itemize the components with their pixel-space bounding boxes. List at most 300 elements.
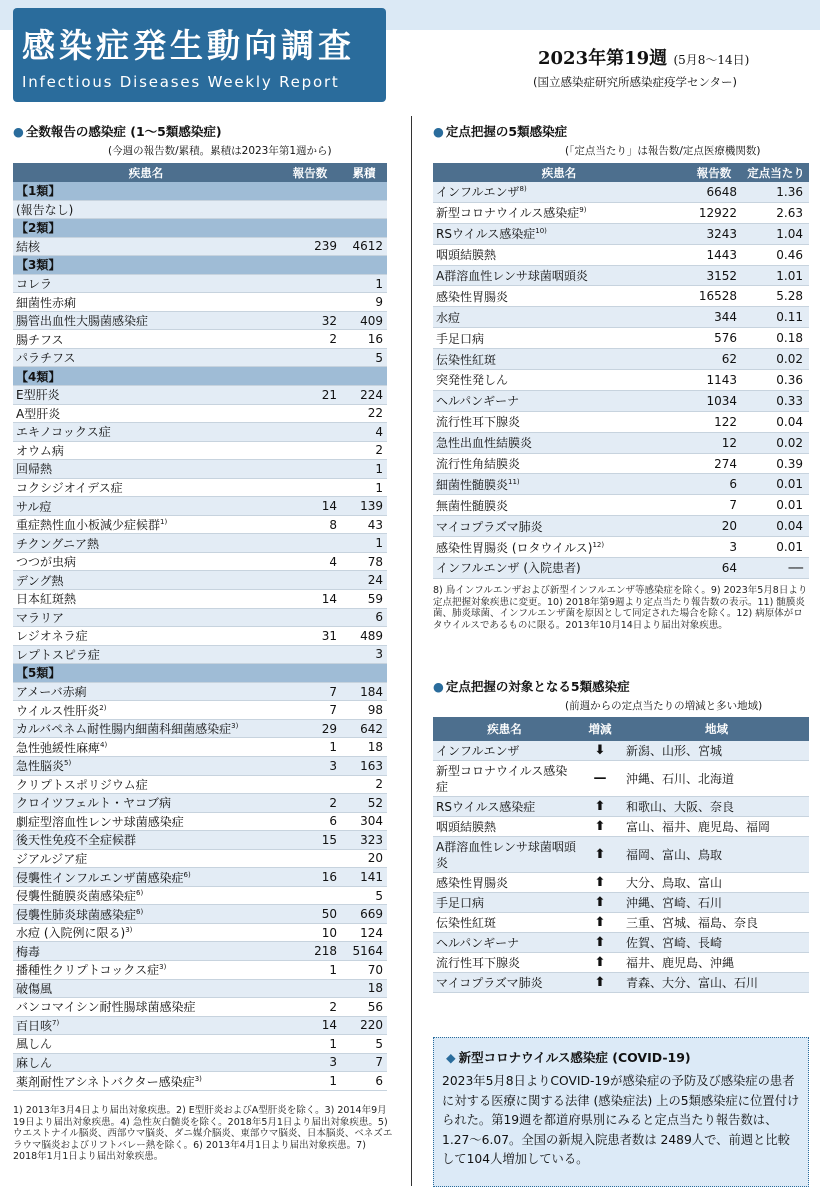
disease-name <box>433 497 679 514</box>
footnote-ref: 3) <box>194 1074 202 1083</box>
cumulative-count: 139 <box>360 499 383 514</box>
report-count: 7 <box>329 684 337 699</box>
disease-name <box>13 572 275 589</box>
disease-name: 伝染性紅斑 <box>436 915 497 930</box>
disease-label: 細菌性髄膜炎 <box>436 477 509 492</box>
disease-name: 流行性耳下腺炎 <box>436 955 521 970</box>
footnote-ref: 2) <box>99 703 107 712</box>
disease-name <box>13 238 275 255</box>
cumulative-count: 20 <box>367 851 383 866</box>
disease-label: 日本紅斑熱 <box>16 592 77 607</box>
footnote-ref: 12) <box>592 540 605 549</box>
per-sentinel: 0.39 <box>776 456 803 471</box>
cumulative-count: 18 <box>367 981 383 996</box>
disease-name <box>433 267 679 284</box>
cumulative-count: 7 <box>375 1055 383 1070</box>
col-disease: 疾患名 <box>487 722 522 736</box>
region-list: 福岡、富山、鳥取 <box>626 848 723 862</box>
cumulative-count: 9 <box>375 295 383 310</box>
table-row <box>433 741 809 761</box>
report-count: 31 <box>321 628 337 643</box>
report-count: 3 <box>729 540 737 555</box>
disease-name <box>13 479 275 496</box>
per-sentinel: 0.01 <box>776 498 803 513</box>
report-title: 感染症発生動向調査 <box>22 26 355 65</box>
disease-name <box>13 1073 275 1090</box>
cumulative-count: 52 <box>367 795 383 810</box>
disease-label: デング熱 <box>16 573 64 588</box>
disease-name <box>433 330 679 347</box>
cumulative-count: 5 <box>375 1036 383 1051</box>
cumulative-count: 43 <box>367 517 383 532</box>
col-cumulative: 累積 <box>352 165 376 180</box>
cumulative-count: 224 <box>360 387 383 402</box>
cumulative-count: 16 <box>367 332 383 347</box>
disease-name <box>433 246 679 263</box>
disease-label: マイコプラズマ肺炎 <box>436 519 543 534</box>
disease-name <box>13 646 275 663</box>
region-list: 青森、大分、富山、石川 <box>626 976 759 990</box>
full-report-table <box>13 163 387 1091</box>
table-row <box>13 349 387 368</box>
disease-name <box>13 201 275 218</box>
col-per-sentinel: 定点当たり <box>747 165 805 180</box>
table-row <box>433 433 809 454</box>
table-row <box>433 893 809 913</box>
table-row <box>13 238 387 257</box>
disease-name <box>13 683 275 700</box>
category-row <box>13 182 387 201</box>
cumulative-count: 669 <box>360 907 383 922</box>
table-row <box>13 776 387 795</box>
disease-name <box>13 887 275 904</box>
per-sentinel: 0.18 <box>776 331 803 346</box>
disease-name <box>13 609 275 626</box>
report-count: 3 <box>329 758 337 773</box>
footnote-ref: 3) <box>125 926 133 935</box>
report-count: 10 <box>321 925 337 940</box>
disease-name <box>13 423 275 440</box>
table-row <box>13 423 387 442</box>
table-row <box>13 479 387 498</box>
cumulative-count: 642 <box>360 721 383 736</box>
table-row <box>13 924 387 943</box>
disease-name <box>433 434 679 451</box>
disease-name <box>13 256 387 273</box>
table-row <box>13 571 387 590</box>
report-count: 6 <box>329 814 337 829</box>
arrow-up-icon: ⬆ <box>594 915 606 930</box>
disease-label: 無菌性髄膜炎 <box>436 498 509 513</box>
disease-label: アメーバ赤痢 <box>16 685 87 700</box>
report-count: 122 <box>714 414 737 429</box>
report-count: 6648 <box>706 184 737 199</box>
table-row <box>13 905 387 924</box>
report-count: 239 <box>314 239 337 254</box>
per-sentinel: 1.01 <box>776 268 803 283</box>
report-count: 50 <box>321 907 337 922</box>
disease-name <box>433 455 679 472</box>
per-sentinel: ── <box>788 560 803 575</box>
report-count: 576 <box>714 331 737 346</box>
table-row <box>433 412 809 433</box>
table-row <box>13 1035 387 1054</box>
cumulative-count: 56 <box>367 999 383 1014</box>
report-count: 2 <box>329 999 337 1014</box>
per-sentinel: 0.01 <box>776 540 803 555</box>
disease-label: 薬剤耐性アシネトバクター感染症 <box>16 1074 195 1089</box>
disease-name <box>13 757 275 774</box>
table-row <box>13 609 387 628</box>
report-count: 20 <box>721 519 737 534</box>
cumulative-count: 184 <box>360 684 383 699</box>
report-count: 62 <box>721 352 737 367</box>
disease-label: ジアルジア症 <box>16 851 88 866</box>
covid-text: 2023年5月8日よりCOVID-19が感染症の予防及び感染症の患者に対する医療に関する法律 (感染症法) 上の5類感染症に位置付けられた。第19週を都道府県別にみると定点当たり報告数は、1.27～6.07。全国の新規入院患者数は 2489人で、前週と比較して104人増加している。 <box>442 1074 800 1166</box>
disease-name: RSウイルス感染症 <box>436 799 536 814</box>
report-count: 64 <box>721 560 737 575</box>
footnote-ref: 3) <box>231 722 239 731</box>
disease-label: 伝染性紅斑 <box>436 352 497 367</box>
table-row <box>433 913 809 933</box>
table-row <box>433 328 809 349</box>
report-count: 32 <box>321 313 337 328</box>
table-row <box>433 933 809 953</box>
disease-label: エキノコックス症 <box>16 425 111 440</box>
disease-name: ヘルパンギーナ <box>436 935 520 950</box>
report-count: 7 <box>729 498 737 513</box>
disease-label: 侵襲性髄膜炎菌感染症 <box>16 889 137 904</box>
arrow-up-icon: ⬆ <box>594 895 606 910</box>
category-row <box>13 219 387 238</box>
disease-name <box>13 720 275 737</box>
disease-name: 手足口病 <box>436 895 485 910</box>
disease-name <box>433 204 679 221</box>
left-section-heading: ● 全数報告の感染症 (1～5類感染症) <box>13 122 222 140</box>
table-row <box>13 275 387 294</box>
cumulative-count: 3 <box>375 647 383 662</box>
report-count: 1 <box>329 740 337 755</box>
cumulative-count: 163 <box>360 758 383 773</box>
dash-icon: — <box>593 771 607 786</box>
category-row <box>13 664 387 683</box>
right-footnote: 8) 鳥インフルエンザおよび新型インフルエンザ等感染症を除く。9) 2023年5月8日より定点把握対象疾患に変更。10) 2018年第9週より定点当たり報告数の表示。11) 髄膜炎菌、肺炎球菌、インフルエンザ菌を原因として同定された場合を除く。12) 病原体がロタウイルスであるものに限る。2013年10月14日より届出対象疾患。 <box>433 585 808 631</box>
disease-label: パラチフス <box>16 351 76 366</box>
table-row <box>13 330 387 349</box>
table-row <box>13 868 387 887</box>
table-row <box>13 405 387 424</box>
report-count: 15 <box>321 832 337 847</box>
disease-label: ウイルス性肝炎 <box>16 703 100 718</box>
trend-section-note: (前週からの定点当たりの増減と多い地域) <box>565 700 763 712</box>
disease-name <box>13 535 275 552</box>
table-row <box>433 837 809 873</box>
week-label <box>538 44 749 70</box>
disease-label: バンコマイシン耐性腸球菌感染症 <box>16 1000 196 1015</box>
disease-name <box>13 980 275 997</box>
disease-label: (報告なし) <box>16 202 74 217</box>
right-section-heading: ● 定点把握の5類感染症 <box>433 122 567 140</box>
table-header <box>433 717 809 741</box>
report-count: 16528 <box>698 289 737 304</box>
footnote-ref: 4) <box>100 740 108 749</box>
table-row <box>13 516 387 535</box>
disease-label: 咽頭結膜熱 <box>436 248 497 263</box>
disease-name <box>433 225 679 242</box>
per-sentinel: 0.33 <box>776 393 803 408</box>
per-sentinel: 0.11 <box>776 310 803 325</box>
disease-label: A群溶血性レンサ球菌咽頭炎 <box>436 269 588 283</box>
region-list: 大分、鳥取、富山 <box>626 876 723 890</box>
table-row <box>13 646 387 665</box>
report-count: 7 <box>329 703 337 718</box>
disease-name: 新型コロナウイルス感染症 <box>436 763 568 794</box>
sentinel-table <box>433 163 809 579</box>
footnote-ref: 3) <box>159 963 167 972</box>
disease-name: 感染性胃腸炎 <box>436 875 509 890</box>
disease-label: 破傷風 <box>16 981 53 996</box>
cumulative-count: 220 <box>360 1018 383 1033</box>
report-count: 14 <box>321 591 337 606</box>
disease-name <box>13 1054 275 1071</box>
report-count: 1034 <box>706 393 737 408</box>
table-row <box>13 831 387 850</box>
disease-name: インフルエンザ <box>436 743 520 758</box>
disease-label: チクングニア熱 <box>16 536 100 551</box>
footnote-ref: 1) <box>160 518 168 527</box>
disease-label: 【1類】 <box>16 184 61 199</box>
col-disease: 疾患名 <box>541 165 577 180</box>
table-row <box>433 203 809 224</box>
table-row <box>13 961 387 980</box>
disease-label: 麻しん <box>16 1055 53 1070</box>
table-row <box>13 998 387 1017</box>
region-list: 沖縄、宮崎、石川 <box>626 896 723 910</box>
disease-label: RSウイルス感染症 <box>436 227 536 242</box>
arrow-up-icon: ⬆ <box>594 875 606 890</box>
table-row <box>13 386 387 405</box>
disease-name <box>433 309 679 326</box>
report-count: 12922 <box>698 205 737 220</box>
disease-name <box>433 413 679 430</box>
week-range: (5月8～14日) <box>673 53 750 67</box>
week-number: 2023年第19週 <box>538 48 668 69</box>
disease-label: 風しん <box>16 1037 53 1052</box>
cumulative-count: 5 <box>375 888 383 903</box>
table-row <box>433 516 809 537</box>
table-row <box>13 553 387 572</box>
footnote-ref: 9) <box>579 206 587 215</box>
table-row <box>13 720 387 739</box>
col-count: 報告数 <box>292 165 328 180</box>
region-list: 三重、宮城、福島、奈良 <box>626 916 759 930</box>
disease-name <box>13 998 275 1015</box>
table-row <box>13 794 387 813</box>
disease-label: 【2類】 <box>16 221 61 236</box>
disease-name <box>13 553 275 570</box>
disease-name <box>433 351 679 368</box>
cumulative-count: 1 <box>375 461 383 476</box>
table-row <box>433 537 809 558</box>
cumulative-count: 4 <box>375 424 383 439</box>
table-row <box>13 1017 387 1036</box>
per-sentinel: 0.02 <box>776 352 803 367</box>
report-count: 1143 <box>706 372 737 387</box>
disease-name: A群溶血性レンサ球菌咽頭炎 <box>436 839 576 870</box>
disease-label: 【3類】 <box>16 258 61 273</box>
table-row <box>433 474 809 495</box>
cumulative-count: 1 <box>375 536 383 551</box>
disease-name <box>13 627 275 644</box>
disease-label: 重症熱性血小板減少症候群 <box>16 518 161 533</box>
col-count: 報告数 <box>696 165 732 180</box>
disease-label: E型肝炎 <box>16 388 60 403</box>
footnote-ref: 6) <box>136 889 144 898</box>
disease-name <box>13 219 387 236</box>
cumulative-count: 2 <box>375 443 383 458</box>
table-row <box>433 245 809 266</box>
arrow-up-icon: ⬆ <box>594 955 606 970</box>
disease-label: 流行性角結膜炎 <box>436 457 521 472</box>
disease-name <box>13 794 275 811</box>
cumulative-count: 323 <box>360 832 383 847</box>
table-row <box>13 534 387 553</box>
arrow-up-icon: ⬆ <box>594 935 606 950</box>
table-row <box>13 887 387 906</box>
disease-name <box>13 331 275 348</box>
right-section-note: (「定点当たり」は報告数/定点医療機関数) <box>565 145 761 157</box>
disease-label: ヘルパンギーナ <box>436 394 520 409</box>
disease-label: 水痘 <box>436 310 461 325</box>
disease-name <box>13 924 275 941</box>
footnote-ref: 6) <box>183 870 191 879</box>
table-row <box>433 973 809 993</box>
table-row <box>13 757 387 776</box>
table-row <box>13 980 387 999</box>
report-count: 2 <box>329 332 337 347</box>
disease-name <box>13 516 275 533</box>
disease-name <box>13 460 275 477</box>
footnote-ref: 6) <box>136 907 144 916</box>
disease-name <box>13 1017 275 1034</box>
cumulative-count: 4612 <box>352 239 383 254</box>
cumulative-count: 6 <box>375 610 383 625</box>
disease-label: 突発性発しん <box>436 373 509 388</box>
report-count: 12 <box>721 435 737 450</box>
cumulative-count: 70 <box>367 962 383 977</box>
organization: (国立感染症研究所感染症疫学センター) <box>533 75 738 89</box>
disease-name: マイコプラズマ肺炎 <box>436 975 543 990</box>
disease-name <box>13 961 275 978</box>
table-row <box>13 813 387 832</box>
table-row <box>13 1072 387 1091</box>
report-subtitle: Infectious Diseases Weekly Report <box>22 73 340 91</box>
cumulative-count: 22 <box>367 406 383 421</box>
table-row <box>433 370 809 391</box>
per-sentinel: 2.63 <box>776 205 803 220</box>
disease-label: 回帰熱 <box>16 462 53 477</box>
cumulative-count: 18 <box>367 740 383 755</box>
footnote-ref: 10) <box>535 227 547 236</box>
disease-name <box>13 386 275 403</box>
disease-label: 後天性免疫不全症候群 <box>16 833 137 848</box>
table-row <box>433 307 809 328</box>
cumulative-count: 141 <box>360 870 383 884</box>
disease-name <box>13 275 275 292</box>
report-count: 1 <box>329 1074 337 1089</box>
cumulative-count: 2 <box>375 777 383 792</box>
table-row <box>433 286 809 307</box>
disease-name <box>433 371 679 388</box>
report-count: 1 <box>329 962 337 977</box>
table-row <box>433 558 809 579</box>
disease-label: クリプトスポリジウム症 <box>16 777 148 792</box>
disease-name <box>13 368 387 385</box>
table-row <box>433 761 809 797</box>
per-sentinel: 1.04 <box>776 226 803 241</box>
col-region: 地域 <box>705 722 728 736</box>
table-row <box>13 590 387 609</box>
footnote-ref: 11) <box>508 477 520 486</box>
region-list: 和歌山、大阪、奈良 <box>626 800 735 814</box>
per-sentinel: 0.04 <box>776 519 803 534</box>
arrow-up-icon: ⬆ <box>594 819 606 834</box>
table-row <box>433 349 809 370</box>
disease-label: 急性出血性結膜炎 <box>436 436 533 451</box>
disease-label: インフルエンザ (入院患者) <box>436 561 581 576</box>
disease-label: レプトスピラ症 <box>16 647 100 662</box>
trend-section-heading: ● 定点把握の対象となる5類感染症 <box>433 677 630 695</box>
report-count: 1443 <box>706 247 737 262</box>
report-count: 8 <box>329 517 337 532</box>
trend-table <box>433 717 809 993</box>
report-count: 6 <box>729 477 737 492</box>
disease-label: 侵襲性肺炎球菌感染症 <box>16 907 137 922</box>
disease-name <box>13 702 275 719</box>
table-row <box>13 312 387 331</box>
disease-label: A型肝炎 <box>16 406 61 421</box>
disease-name <box>13 776 275 793</box>
cumulative-count: 6 <box>375 1074 383 1089</box>
report-count: 14 <box>321 1018 337 1033</box>
report-count: 1 <box>329 1036 337 1051</box>
per-sentinel: 1.36 <box>776 184 803 199</box>
table-row <box>433 797 809 817</box>
disease-label: インフルエンザ <box>436 185 520 200</box>
table-row <box>13 460 387 479</box>
report-count: 14 <box>321 499 337 514</box>
disease-name <box>13 1035 275 1052</box>
disease-label: 急性弛緩性麻痺 <box>16 740 101 755</box>
disease-label: オウム病 <box>16 443 64 458</box>
cumulative-count: 98 <box>367 703 383 718</box>
disease-label: クロイツフェルト・ヤコブ病 <box>16 796 172 811</box>
col-disease: 疾患名 <box>128 165 164 180</box>
table-row <box>433 454 809 475</box>
disease-name <box>13 943 275 960</box>
table-row <box>433 495 809 516</box>
per-sentinel: 0.01 <box>776 477 803 492</box>
table-row <box>13 293 387 312</box>
disease-name: 咽頭結膜熱 <box>436 819 497 834</box>
covid-box <box>433 1037 809 1187</box>
report-count: 16 <box>321 870 337 884</box>
per-sentinel: 0.36 <box>776 372 803 387</box>
cumulative-count: 5 <box>375 350 383 365</box>
report-count: 274 <box>714 456 737 471</box>
disease-label: 侵襲性インフルエンザ菌感染症 <box>16 870 184 885</box>
disease-label: 手足口病 <box>436 331 485 346</box>
